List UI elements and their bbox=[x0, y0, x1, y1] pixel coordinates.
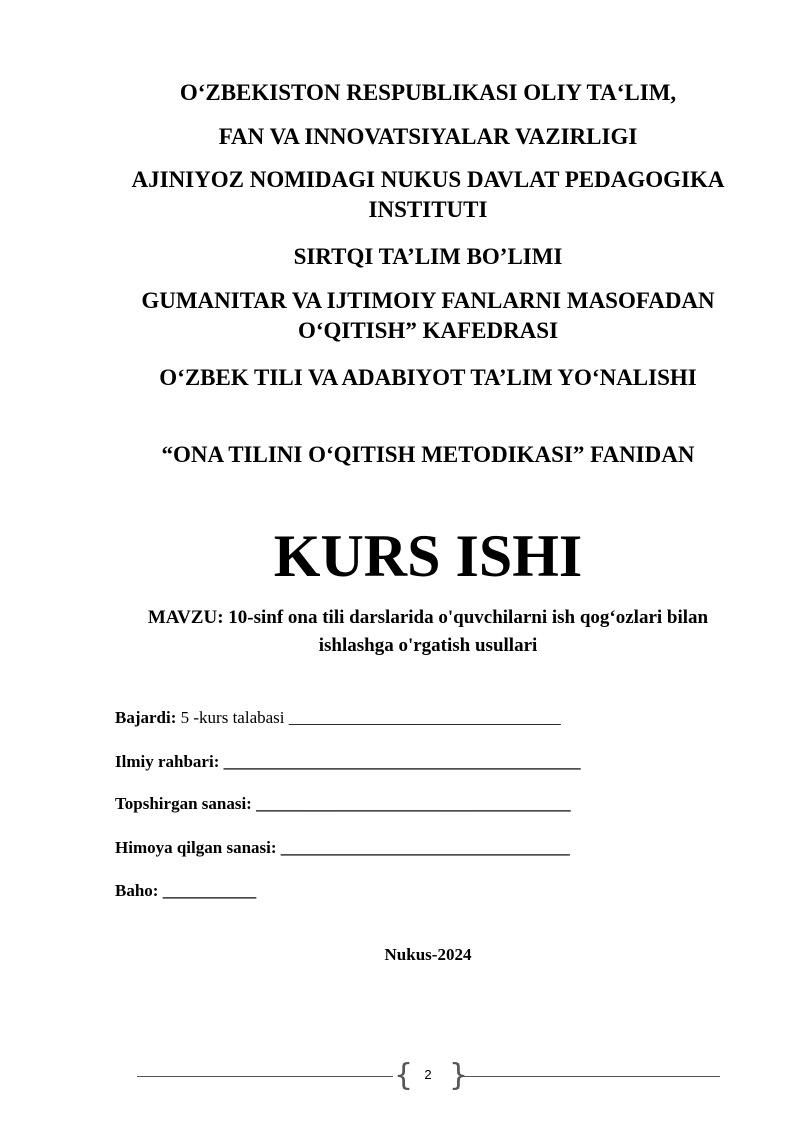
specialty-name: O‘ZBEK TILI VA ADABIYOT TA’LIM YO‘NALISHI bbox=[159, 365, 697, 390]
institute-name: AJINIYOZ NOMIDAGI NUKUS DAVLAT PEDAGOGIKA INSTITUTI bbox=[131, 167, 725, 222]
performer-value: 5 -kurs talabasi bbox=[176, 708, 289, 727]
left-brace-icon: { bbox=[394, 1058, 414, 1093]
defended-date-label: Himoya qilgan sanasi: bbox=[115, 838, 281, 857]
supervisor-blank-line: __________________________________________ bbox=[223, 752, 581, 771]
subject-name: “ONA TILINI O‘QITISH METODIKASI” FANIDAN bbox=[161, 442, 695, 467]
footer-rule-left bbox=[137, 1076, 393, 1077]
supervisor-field bbox=[115, 750, 581, 774]
performer-label: Bajardi: bbox=[115, 708, 177, 727]
page-number: 2 bbox=[424, 1067, 432, 1082]
grade-label: Baho: bbox=[115, 881, 163, 900]
department-name: SIRTQI TA’LIM BO’LIMI bbox=[293, 244, 563, 269]
submitted-date-blank-line: _____________________________________ bbox=[256, 794, 571, 813]
defended-date-field bbox=[115, 836, 570, 860]
grade-field bbox=[115, 879, 256, 903]
submitted-date-field bbox=[115, 792, 571, 816]
submitted-date-label: Topshirgan sanasi: bbox=[115, 794, 257, 813]
place-and-year: Nukus-2024 bbox=[384, 945, 472, 964]
topic-statement: MAVZU: 10-sinf ona tili darslarida o'quvchilarni ish qog‘ozlari bilan ishlashga o'rgatish usullari bbox=[147, 607, 709, 656]
chair-name: GUMANITAR VA IJTIMOIY FANLARNI MASOFADAN O‘QITISH” KAFEDRASI bbox=[141, 288, 715, 343]
defended-date-blank-line: __________________________________ bbox=[280, 838, 570, 857]
right-brace-icon: } bbox=[449, 1058, 469, 1093]
grade-blank-line: ___________ bbox=[162, 881, 257, 900]
ministry-name-line-1: O‘ZBEKISTON RESPUBLIKASI OLIY TA‘LIM, bbox=[179, 80, 677, 105]
ministry-name-line-2: FAN VA INNOVATSIYALAR VAZIRLIGI bbox=[218, 124, 638, 149]
supervisor-label: Ilmiy rahbari: bbox=[115, 752, 224, 771]
document-title: KURS ISHI bbox=[273, 523, 583, 589]
performer-field bbox=[115, 706, 561, 730]
footer-rule-right bbox=[462, 1076, 720, 1077]
performer-blank-line: ________________________________ bbox=[288, 708, 561, 727]
